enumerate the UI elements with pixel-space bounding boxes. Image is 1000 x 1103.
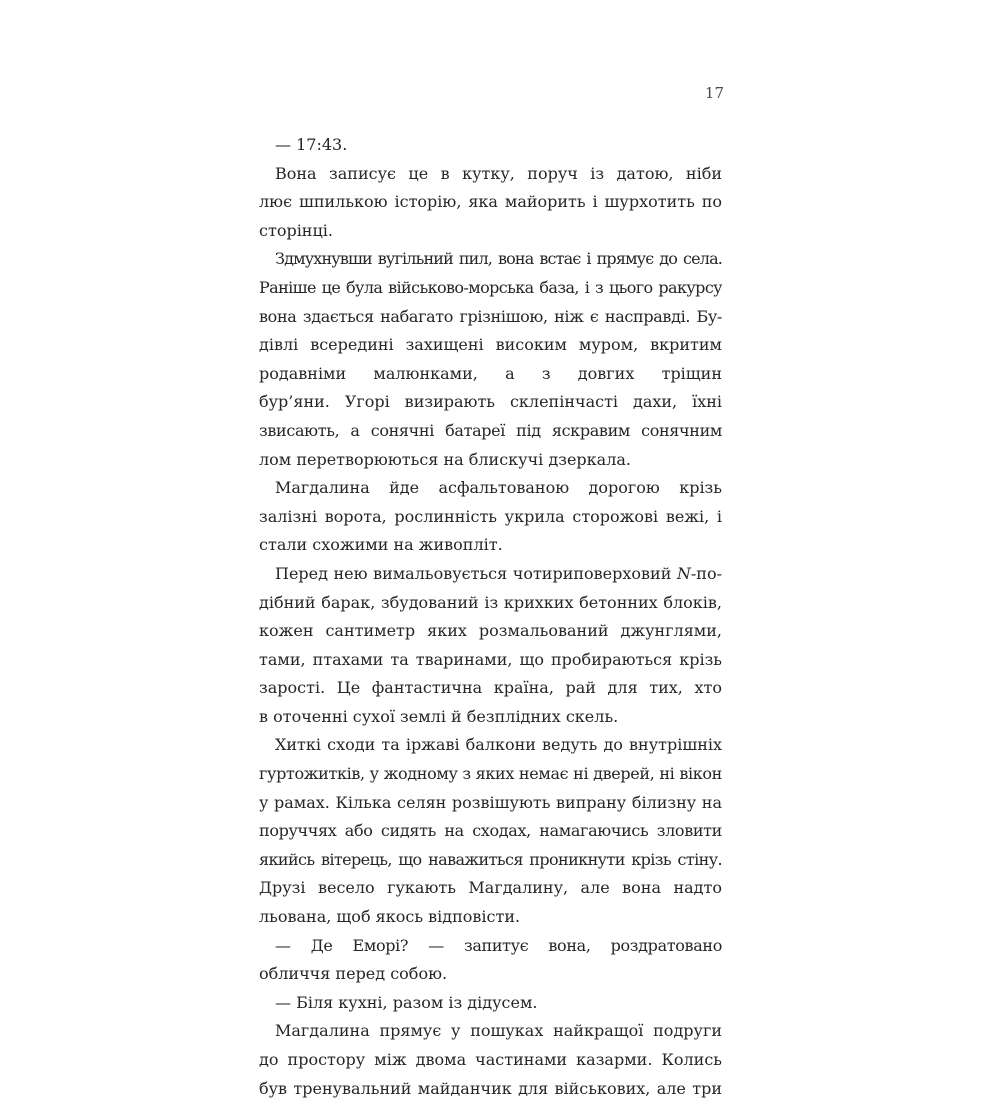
text-line-content: Хиткі сходи та іржаві балкони ведуть до внутрішніх [275, 735, 722, 755]
text-line [259, 388, 722, 417]
text-line-content: гуртожитків, у жодному з яких немає ні дверей, ні вікон [259, 764, 722, 784]
text-line-content: Здмухнувши вугільний пил, вона встає і прямує до села. [275, 249, 722, 269]
text-line-content: поруччях або сидять на сходах, намагаючись зловити [259, 821, 722, 841]
text-line-content: Друзі весело гукають Магдалину, але вона надто [259, 878, 722, 898]
body-text [259, 131, 722, 1103]
text-line [259, 846, 722, 875]
text-line-content: обличчя перед собою. [259, 964, 448, 984]
text-line [259, 1075, 722, 1103]
text-line [259, 131, 722, 160]
text-line-content: Раніше це була військово-морська база, і з цього ракурсу [259, 277, 722, 297]
text-line [259, 703, 722, 732]
text-line-content: зарості. Це фантастична країна, рай для тих, хто [259, 678, 722, 698]
text-line-content: Магдалина прямує у пошуках найкращої подруги [275, 1021, 722, 1041]
text-line-content: кожен сантиметр яких розмальований джунглями, [259, 621, 722, 641]
text-line-content: дівлі всередині захищені високим муром, вкритим [259, 335, 722, 355]
text-line [259, 417, 722, 446]
text-line [259, 560, 722, 589]
text-line-content: стали схожими на живопліт. [259, 535, 503, 555]
text-line-content: в оточенні сухої землі й безплідних скель. [259, 706, 619, 726]
text-line-content: — 17:43. [275, 135, 348, 154]
text-line-content: тами, птахами та тваринами, що пробираються крізь [259, 649, 722, 669]
text-line-content: сторінці. [259, 220, 333, 240]
text-line [259, 160, 722, 189]
page-number: 17 [704, 84, 724, 102]
text-line-content: дібний барак, збудований із крихких бетонних блоків, [259, 592, 722, 612]
text-line-content: залізні ворота, рослинність укрила сторожові вежі, і [259, 506, 722, 526]
text-line-content: якийсь вітерець, що наважиться проникнути крізь стіну. [259, 849, 722, 869]
text-line-content: бур’яни. Угорі визирають склепінчасті дахи, їхні [259, 392, 722, 412]
text-line-content: у рамах. Кілька селян розвішують випрану білизну на [259, 792, 722, 812]
text-line-content: лом перетворюються на блискучі дзеркала. [259, 449, 631, 469]
text-line [259, 531, 722, 560]
text-line-content: Магдалина йде асфальтованою дорогою крізь [275, 478, 722, 498]
text-line-content: — Біля кухні, разом із дідусем. [275, 992, 538, 1012]
text-line-content: льована, щоб якось відповісти. [259, 907, 521, 927]
text-line-content: до простору між двома частинами казарми. Колись [259, 1050, 722, 1069]
text-line-content: був тренувальний майданчик для військових, але три [259, 1078, 722, 1098]
text-line [259, 789, 722, 818]
text-line-content: Перед нею вимальовується чотириповерховий [275, 563, 677, 583]
text-line [259, 646, 722, 675]
text-line [259, 989, 722, 1018]
text-line [259, 360, 722, 389]
text-line [259, 217, 722, 246]
text-line [259, 817, 722, 846]
text-line-content: вона здається набагато грізнішою, ніж є насправді. Бу- [259, 306, 722, 326]
text-line [259, 503, 722, 532]
text-line-italic: N [676, 563, 691, 583]
text-line-content: звисають, а сонячні батареї під яскравим сонячним [259, 420, 722, 440]
text-line [259, 245, 722, 274]
text-line-tail: -по- [690, 563, 722, 583]
text-line [259, 960, 722, 989]
text-line-content: — Де Еморі? — запитує вона, роздратовано [275, 935, 722, 955]
text-line [259, 474, 722, 503]
text-line [259, 617, 722, 646]
text-line [259, 188, 722, 217]
text-line [259, 446, 722, 475]
text-line-content: лює шпилькою історію, яка майорить і шурхотить по [259, 192, 722, 212]
text-line [259, 274, 722, 303]
text-line [259, 1017, 722, 1046]
text-line [259, 331, 722, 360]
text-line [259, 760, 722, 789]
text-line [259, 674, 722, 703]
text-line-content: родавніми малюнками, а з довгих тріщин [259, 363, 722, 383]
text-line [259, 731, 722, 760]
text-line [259, 932, 722, 961]
text-line [259, 1046, 722, 1075]
text-line [259, 903, 722, 932]
text-line [259, 303, 722, 332]
text-line [259, 589, 722, 618]
text-line [259, 874, 722, 903]
text-line-content: Вона записує це в кутку, поруч із датою, ніби [275, 163, 722, 183]
